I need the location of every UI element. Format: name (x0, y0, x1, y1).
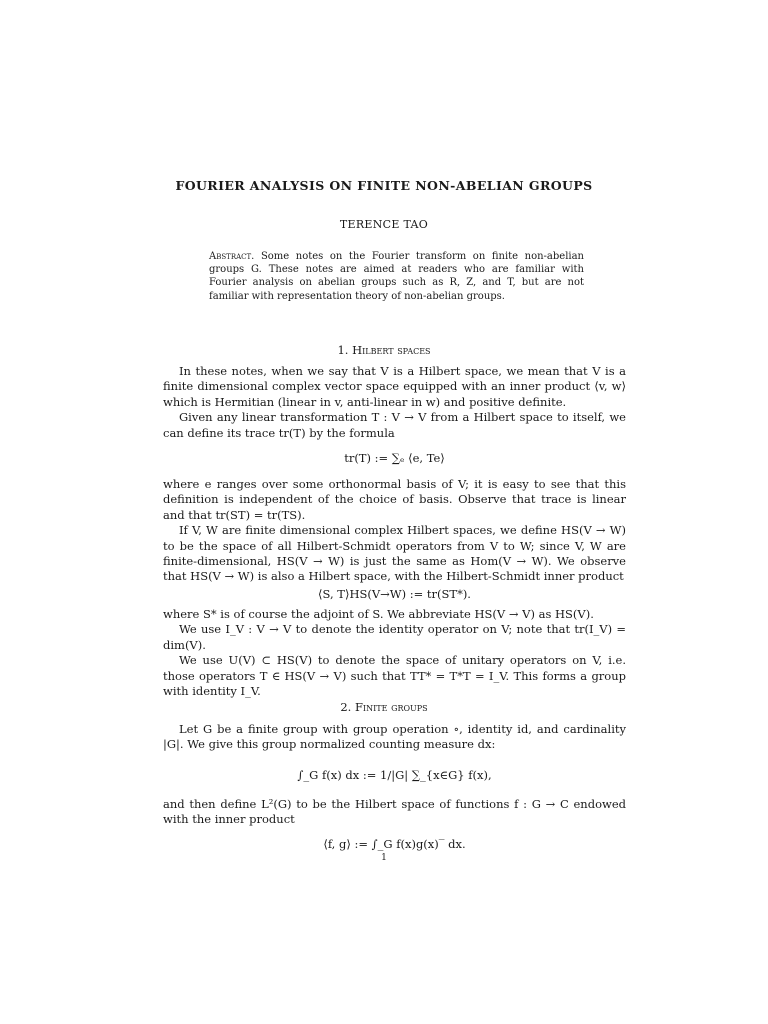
section-1-title: Hilbert spaces (352, 343, 431, 357)
equation-l2-inner-product: ⟨f, g⟩ := ∫_G f(x)g(x)‾ dx. (323, 836, 466, 851)
paragraph: We use I_V : V → V to denote the identity operator on V; note that tr(I_V) = dim(V). (163, 622, 626, 652)
section-2-body (163, 722, 626, 860)
paragraph: We use U(V) ⊂ HS(V) to denote the space of unitary operators on V, i.e. those operators T ∈ HS(V → V) such that TT* = T*T = I_V. This forms a group with identity I_V. (163, 653, 626, 698)
section-heading-2 (0, 700, 768, 714)
equation-counting-measure: ∫_G f(x) dx := 1/|G| ∑_{x∈G} f(x), (297, 767, 492, 782)
equation-trace: tr(T) := ∑ₑ ⟨e, Te⟩ (344, 451, 445, 466)
abstract-heading: Abstract. (209, 251, 255, 262)
equation-hs-inner-product: ⟨S, T⟩HS(V→W) := tr(ST*). (318, 586, 471, 601)
paragraph: where S* is of course the adjoint of S. We abbreviate HS(V → V) as HS(V). (163, 606, 594, 621)
paragraph: In these notes, when we say that V is a Hilbert space, we mean that V is a finite dimensional complex vector space equipped with an inner product ⟨v, w⟩ which is Hermitian (linear in v, anti-linear in w) and positive definite. (163, 364, 626, 409)
paper-title: FOURIER ANALYSIS ON FINITE NON-ABELIAN GROUPS (175, 178, 593, 193)
section-heading-1 (0, 343, 768, 357)
paragraph: and then define L²(G) to be the Hilbert space of functions f : G → C endowed with the inner product (163, 796, 626, 827)
paragraph: Let G be a finite group with group operation ∘, identity id, and cardinality |G|. We give this group normalized counting measure dx: (163, 722, 626, 752)
author-name: TERENCE TAO (339, 218, 429, 231)
abstract (209, 250, 584, 303)
section-2-number: 2. (340, 700, 352, 714)
page-number: 1 (381, 853, 387, 863)
paragraph: Given any linear transformation T : V → V from a Hilbert space to itself, we can define its trace tr(T) by the formula (163, 410, 626, 440)
section-1-number: 1. (337, 343, 349, 357)
abstract-text: Some notes on the Fourier transform on finite non-abelian groups G. These notes are aimed at readers who are familiar with Fourier analysis on abelian groups such as R, Z, and T, but are not familiar with representation theory of non-abelian groups. (209, 251, 585, 302)
section-2-title: Finite groups (354, 700, 428, 714)
section-1-body (163, 364, 626, 699)
paragraph: where e ranges over some orthonormal basis of V; it is easy to see that this definition is independent of the choice of basis. Observe that trace is linear and that tr(ST) = tr(TS). (163, 477, 626, 522)
paragraph: If V, W are finite dimensional complex Hilbert spaces, we define HS(V → W) to be the space of all Hilbert-Schmidt operators from V to W; since V, W are finite-dimensional, HS(V → W) is just the same as Hom(V → W). We observe that HS(V → W) is also a Hilbert space, with the Hilbert-Schmidt inner product (163, 523, 626, 584)
